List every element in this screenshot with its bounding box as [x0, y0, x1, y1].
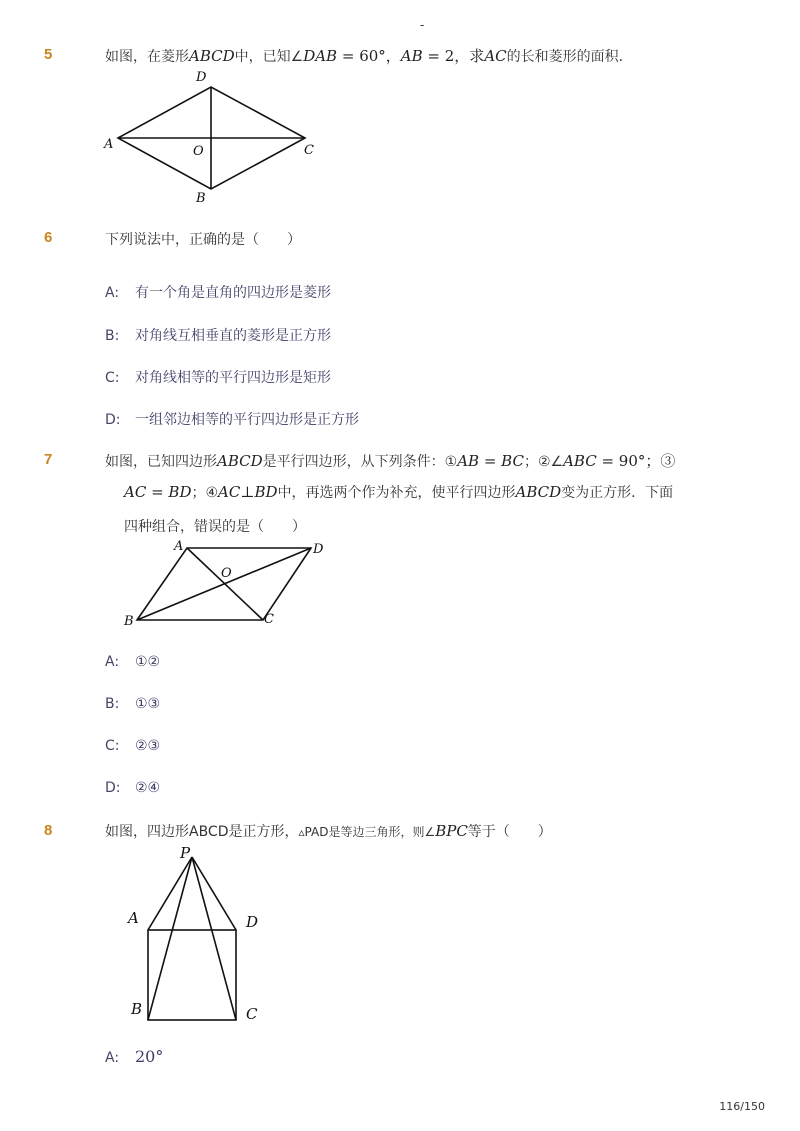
q5-math: DAB [303, 47, 338, 65]
q7-math: = [146, 483, 169, 501]
question-8-number: 8 [44, 822, 53, 839]
q7-math: ABC [563, 452, 597, 470]
option-text: ①② [135, 654, 161, 670]
q8-text: 等于（ ） [467, 824, 552, 840]
q7-text: 是平行四边形，从下列条件：① [262, 454, 458, 470]
q7-text: ；②∠ [523, 454, 564, 470]
q5-text: 如图，在菱形 [105, 49, 189, 65]
q7-math: AB [457, 452, 480, 470]
q7-math: ABCD [217, 452, 263, 470]
q7-math: = [479, 452, 502, 470]
q7-math: AC [218, 483, 241, 501]
option-letter: B: [105, 696, 120, 712]
vertex-label-c: C [264, 612, 274, 627]
center-label-o: O [193, 144, 204, 159]
option-text: ②③ [135, 738, 161, 754]
option-text: ①③ [135, 696, 161, 712]
q8-math: BPC [435, 822, 468, 840]
q5-math: AC [484, 47, 507, 65]
q7-math: = 90°；③ [596, 452, 676, 470]
q5-math: AB [400, 47, 423, 65]
segment-pb [148, 857, 192, 1020]
vertex-label-a: A [104, 137, 114, 152]
option-text: 20° [135, 1047, 164, 1066]
page-top-mark: - [420, 18, 425, 32]
option-letter: C: [105, 738, 120, 754]
vertex-label-d: D [246, 913, 259, 931]
option-text: 对角线互相垂直的菱形是正方形 [135, 328, 331, 344]
page-number: 116/150 [719, 1100, 765, 1113]
q7-text: 如图，已知四边形 [105, 454, 217, 470]
option-letter: B: [105, 328, 120, 344]
vertex-label-b: B [131, 1000, 143, 1018]
q8-text: 如图，四边形ABCD是正方形， [105, 824, 299, 840]
option-letter: A: [105, 654, 120, 670]
q7-text: 变为正方形．下面 [561, 485, 674, 501]
q5-math: = 60°， [337, 47, 401, 65]
option-text: 对角线相等的平行四边形是矩形 [135, 370, 331, 386]
q5-math: ABCD [189, 47, 235, 65]
q7-math: ABCD [515, 483, 562, 501]
q7-text: 中，再选两个作为补充，使平行四边形 [277, 485, 516, 501]
option-text: ②④ [135, 780, 161, 796]
q8-text: ▵PAD是等边三角形，则∠ [298, 825, 436, 839]
vertex-label-d: D [313, 542, 324, 557]
option-text: 有一个角是直角的四边形是菱形 [135, 285, 331, 301]
q5-math: = 2，求 [422, 47, 485, 65]
option-letter: D: [105, 412, 121, 428]
vertex-label-p: P [180, 844, 191, 862]
option-letter: A: [105, 1050, 120, 1066]
q5-text: 的长和菱形的面积． [506, 49, 633, 65]
q7-math: BD [254, 483, 278, 501]
segment-pd [192, 857, 236, 930]
vertex-label-a: A [128, 909, 139, 927]
center-label-o: O [221, 566, 232, 581]
question-5-number: 5 [44, 46, 53, 63]
vertex-label-d: D [196, 70, 207, 85]
option-letter: C: [105, 370, 120, 386]
option-text: 一组邻边相等的平行四边形是正方形 [135, 412, 359, 428]
vertex-label-c: C [246, 1005, 258, 1023]
question-6-number: 6 [44, 229, 53, 246]
vertex-label-c: C [304, 143, 314, 158]
vertex-label-b: B [196, 191, 206, 206]
vertex-label-a: A [174, 539, 184, 554]
segment-pa [148, 857, 192, 930]
question-7-stem-line-3: 四种组合，错误的是（ ） [124, 519, 306, 535]
q8-option-a[interactable] [105, 1047, 163, 1066]
q7-text: ；④ [191, 485, 219, 501]
q7-math: ⊥ [240, 483, 255, 501]
q7-math: BD [168, 483, 192, 501]
option-letter: A: [105, 285, 120, 301]
q7-math: AC [124, 483, 147, 501]
option-letter: D: [105, 780, 121, 796]
q5-text: 中，已知∠ [234, 49, 304, 65]
question-7-number: 7 [44, 451, 53, 468]
square-abcd [148, 930, 236, 1020]
segment-pc [192, 857, 236, 1020]
vertex-label-b: B [124, 614, 134, 629]
q7-math: BC [501, 452, 524, 470]
question-6-stem: 下列说法中，正确的是（ ） [105, 232, 301, 248]
